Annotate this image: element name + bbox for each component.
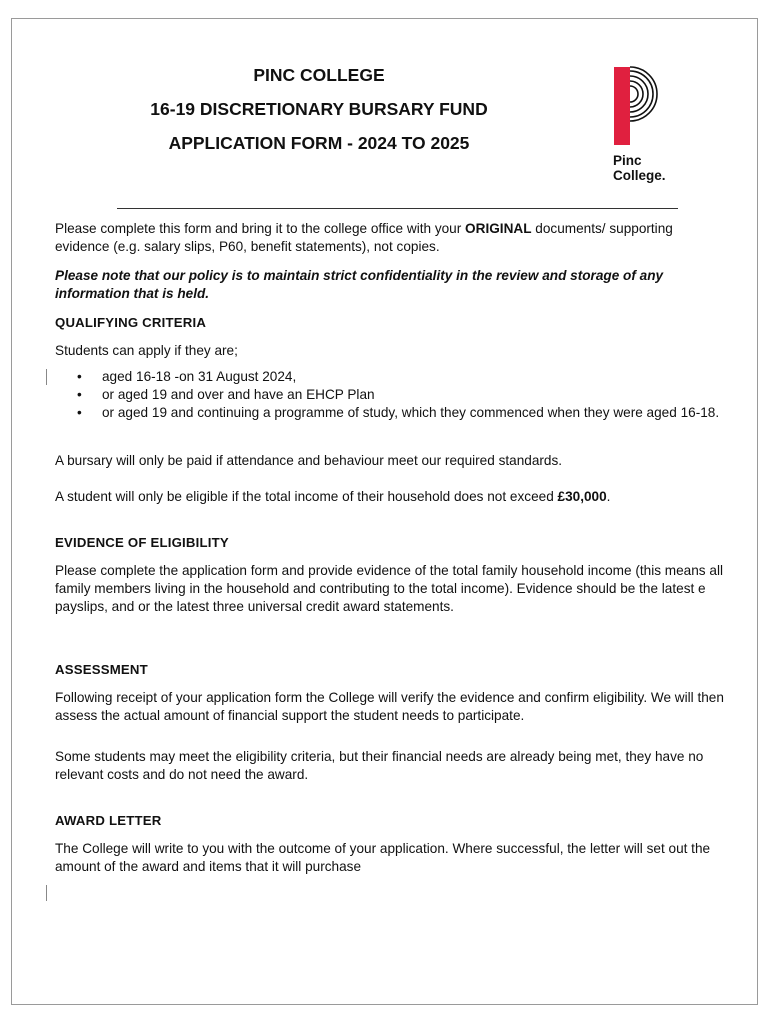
award-letter-paragraph: The College will write to you with the outcome of your application. Where successful, the letter will set out the amount of the award and items that it will purchase [55,841,711,874]
document-title-block [55,58,583,160]
title-college-name: PINC COLLEGE [253,65,385,85]
award-letter-heading: AWARD LETTER [55,813,162,828]
evidence-paragraph: Please complete the application form and provide evidence of the total family household income (this means all family members living in the household and contributing to the total income). Evidence should be the latest e payslips, and or the latest three universal credit award statements. [55,563,723,614]
confidentiality-note: Please note that our policy is to maintain strict confidentiality in the review and storage of any information that is held. [55,268,664,301]
criteria-item: • or aged 19 and continuing a programme of study, which they commenced when they were aged 16-18. [55,404,725,422]
title-fund-name: 16-19 DISCRETIONARY BURSARY FUND [150,99,488,119]
intro-paragraph [55,220,725,256]
intro-text-start: Please complete this form and bring it to the college office with your [55,221,466,236]
header-divider [117,208,678,209]
assessment-paragraph-2: Some students may meet the eligibility criteria, but their financial needs are already being met, they have no relevant costs and do not need the award. [55,749,704,782]
criteria-item: • aged 16-18 -on 31 August 2024, [55,368,725,386]
income-text: A student will only be eligible if the total income of their household does not exceed [55,489,558,504]
logo-sound-arcs-icon [612,65,672,125]
income-text-end: . [606,489,611,504]
logo-text-line1: Pinc [613,153,642,168]
assessment-paragraph-1: Following receipt of your application form the College will verify the evidence and confirm eligibility. We will then assess the actual amount of financial support the student needs to participate. [55,690,724,723]
qualifying-lead-text: Students can apply if they are; [55,343,238,358]
logo-wordmark [613,153,666,183]
intro-original-emphasis: ORIGINAL [465,221,532,236]
qualifying-criteria-list [55,368,725,422]
evidence-heading: EVIDENCE OF ELIGIBILITY [55,535,229,550]
attendance-requirement: A bursary will only be paid if attendance and behaviour meet our required standards. [55,453,563,468]
assessment-heading: ASSESSMENT [55,662,148,677]
income-threshold-paragraph [55,488,725,506]
intro-text-end: documents/ supporting evidence (e.g. salary slips, P60, benefit statements), not copies. [55,221,673,254]
logo-text-line2: College. [613,168,666,183]
text-cursor-mark [46,885,47,901]
criteria-item: • or aged 19 and over and have an EHCP Plan [55,386,725,404]
text-cursor-mark [46,369,47,385]
title-form-name: APPLICATION FORM - 2024 TO 2025 [168,133,470,153]
pinc-college-logo [612,65,692,190]
income-threshold-amount: £30,000 [557,489,607,504]
qualifying-criteria-heading: QUALIFYING CRITERIA [55,315,207,330]
